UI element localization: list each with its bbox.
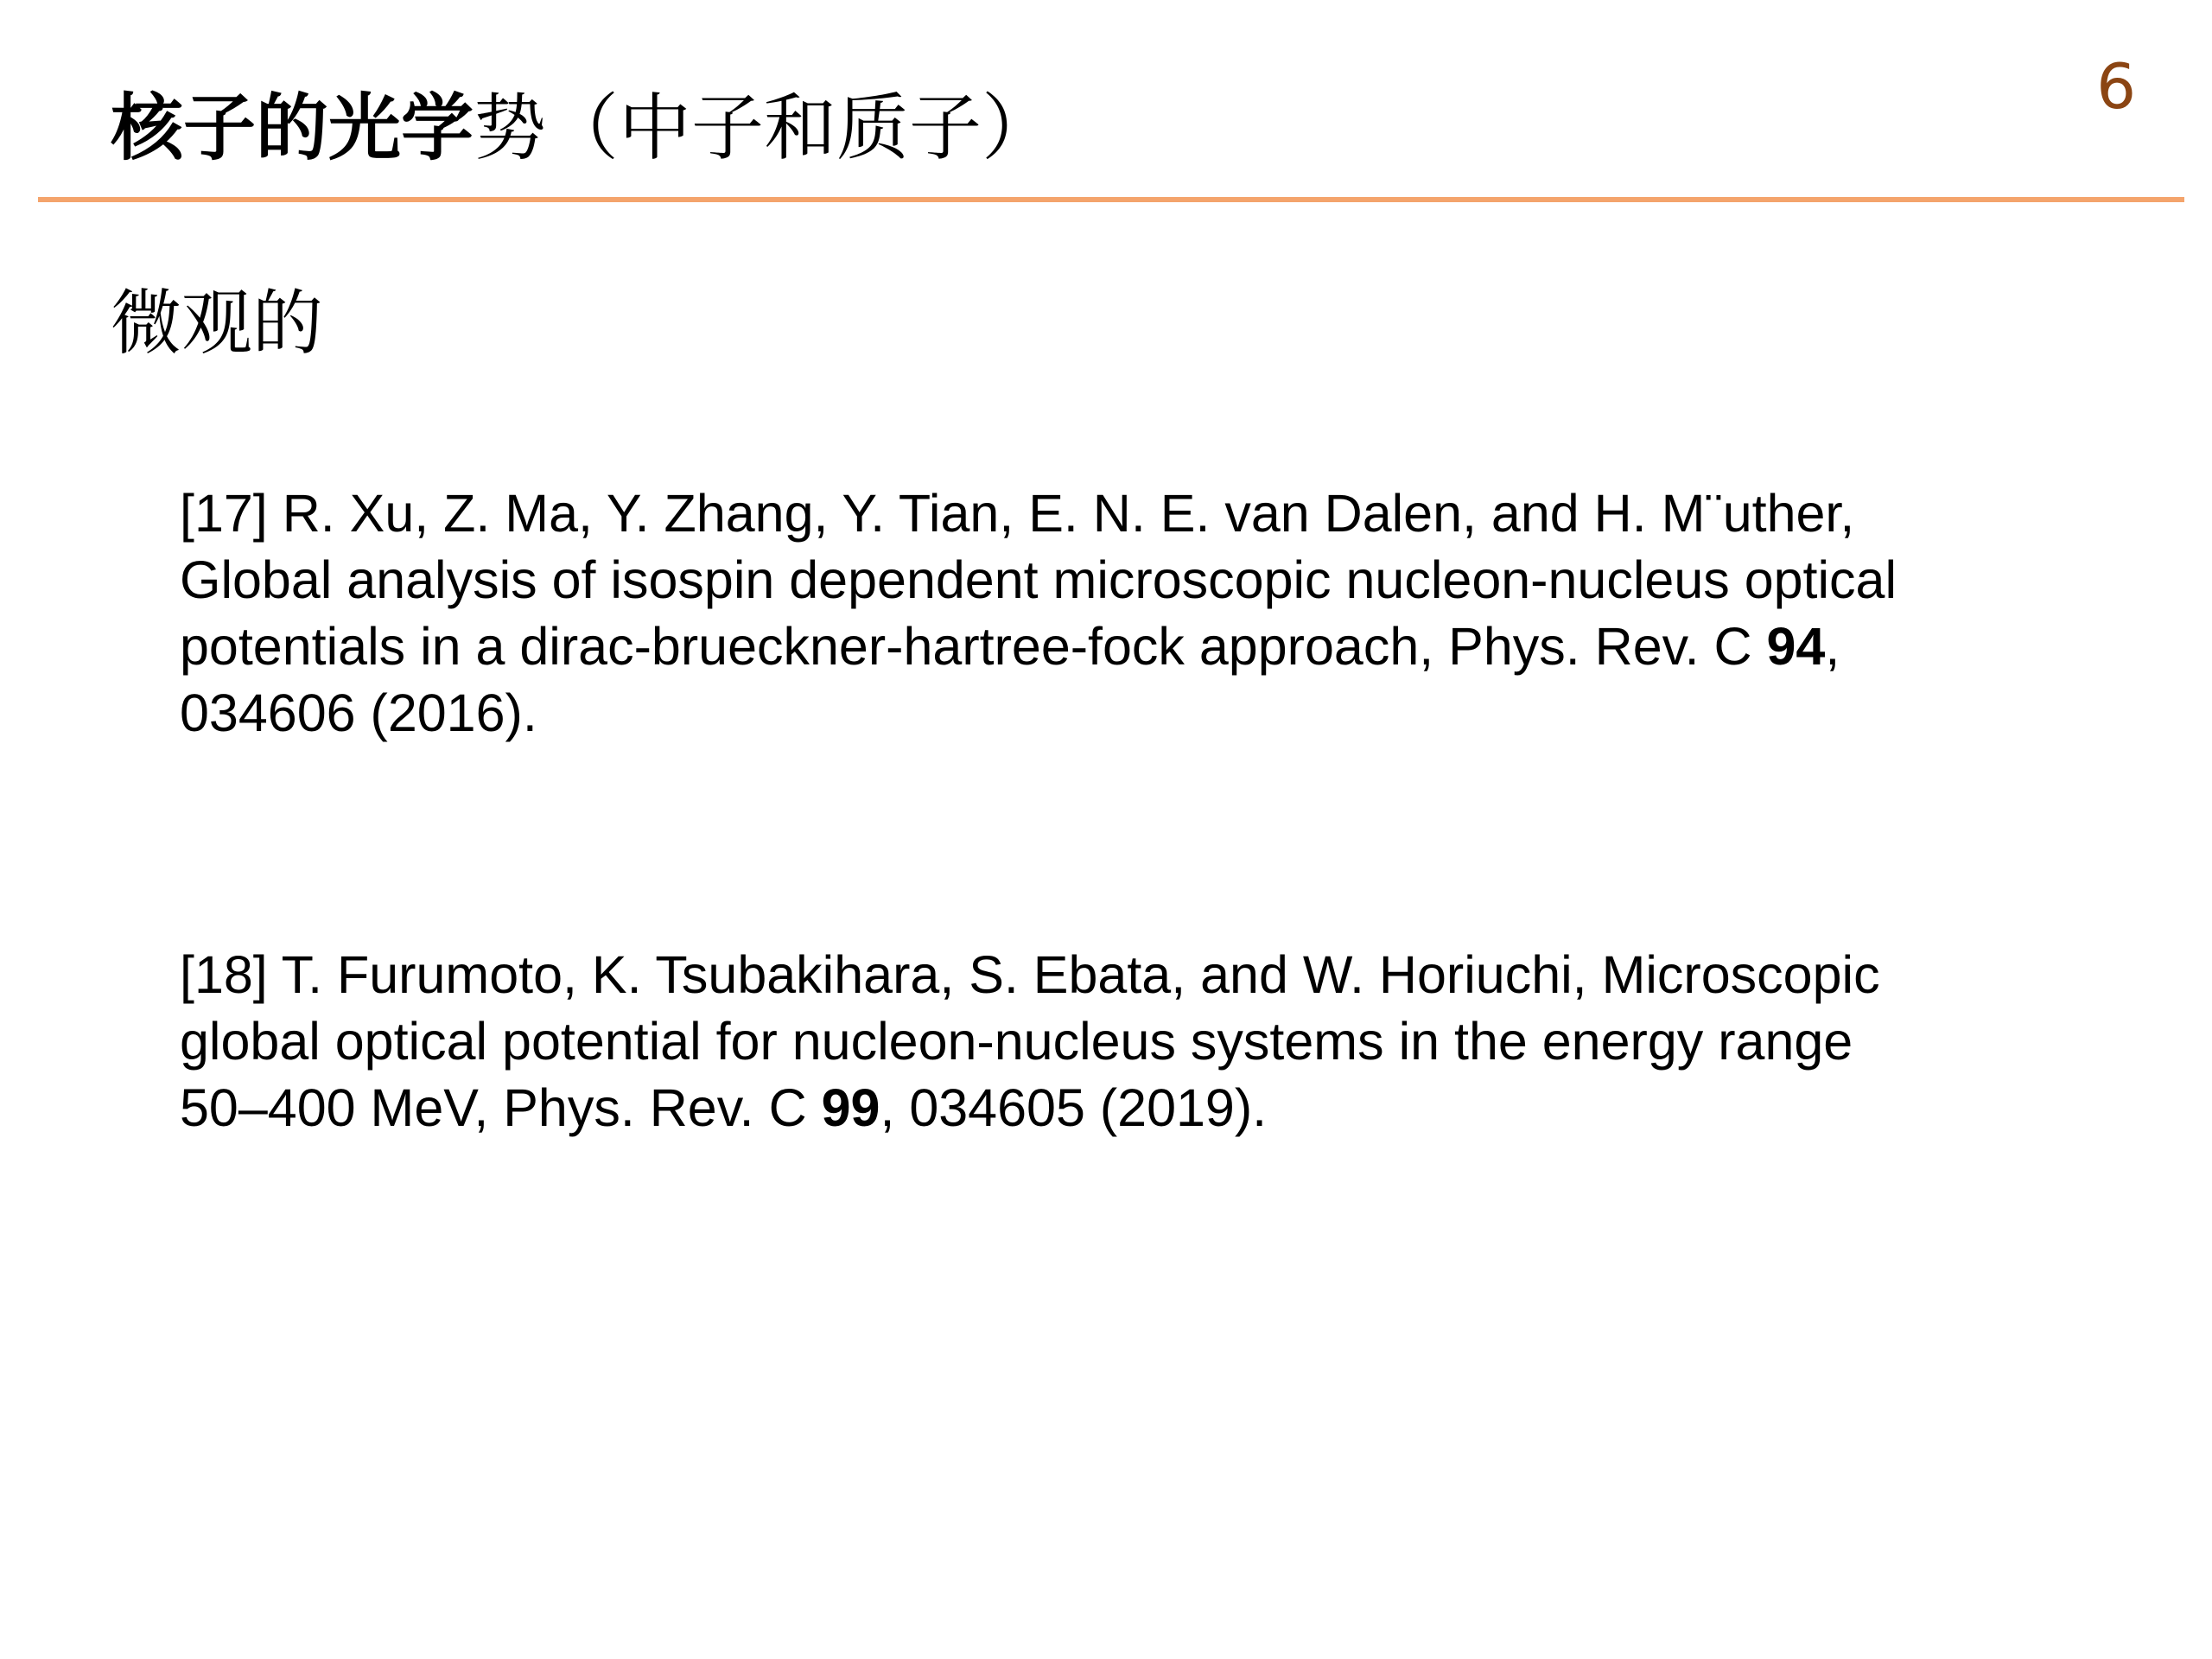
reference-line: Global analysis of isospin dependent microscopic nucleon-nucleus optical <box>180 550 1897 609</box>
reference-line: 034606 (2016). <box>180 683 537 742</box>
reference-text: , <box>1825 617 1840 676</box>
reference-line: [17] R. Xu, Z. Ma, Y. Zhang, Y. Tian, E. N. E. van Dalen, and H. M¨uther, <box>180 484 1855 543</box>
reference-18 <box>180 942 2098 1141</box>
reference-volume: 99 <box>821 1078 880 1137</box>
reference-line <box>180 1075 2098 1141</box>
page-number: 6 <box>2096 50 2136 123</box>
slide-title-subtitle: 势（中子和质子） <box>474 86 1055 170</box>
reference-line <box>180 613 2098 680</box>
reference-volume: 94 <box>1766 617 1826 676</box>
reference-text: 50–400 MeV, Phys. Rev. C <box>180 1078 822 1137</box>
section-heading: 微观的 <box>111 283 324 365</box>
reference-17 <box>180 480 2098 747</box>
slide-title <box>111 76 1054 180</box>
slide-title-main: 核子的光学 <box>111 86 474 170</box>
reference-line: [18] T. Furumoto, K. Tsubakihara, S. Ebata, and W. Horiuchi, Microscopic <box>180 945 1880 1004</box>
title-divider <box>38 197 2184 202</box>
reference-text: , 034605 (2019). <box>880 1078 1268 1137</box>
reference-line: global optical potential for nucleon-nucleus systems in the energy range <box>180 1012 1853 1071</box>
reference-text: potentials in a dirac-brueckner-hartree-fock approach, Phys. Rev. C <box>180 617 1767 676</box>
